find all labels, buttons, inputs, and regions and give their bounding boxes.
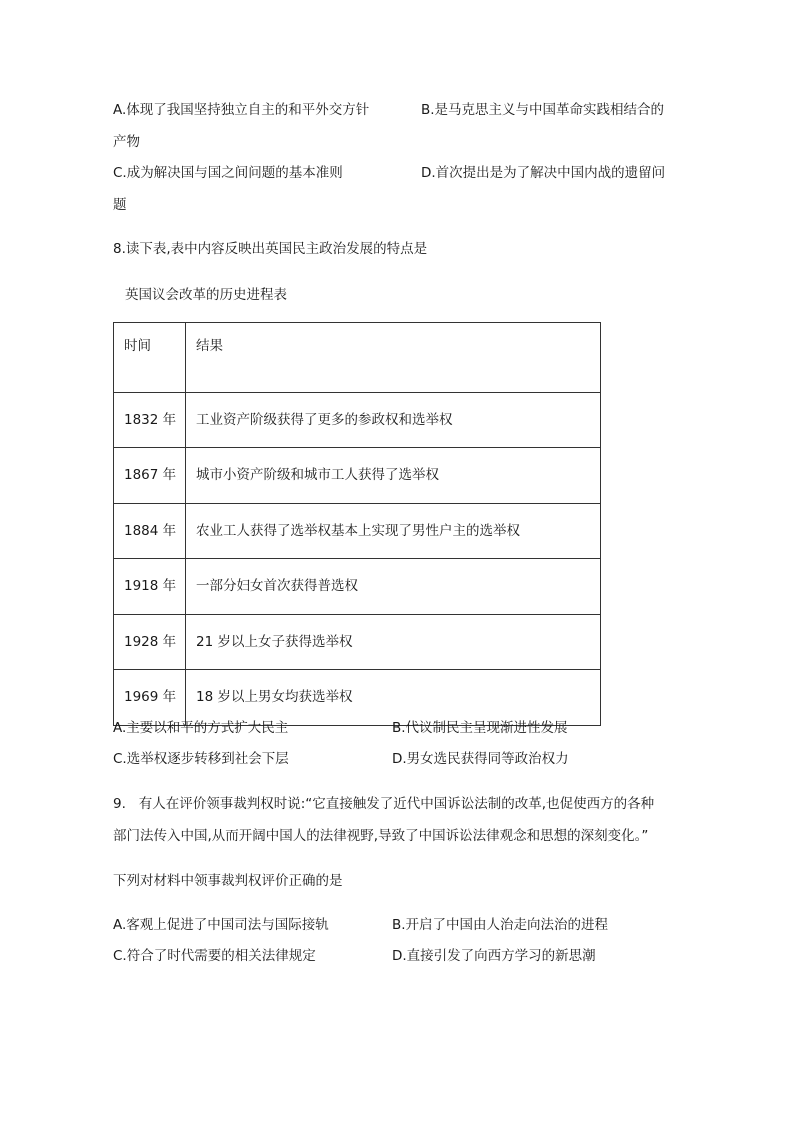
- table-cell-year: 1884 年: [114, 503, 186, 559]
- table-row: [114, 670, 601, 726]
- table-row: [114, 559, 601, 615]
- q8-option-a: A.主要以和平的方式扩大民主: [113, 720, 289, 736]
- table-cell-result: 一部分妇女首次获得普选权: [186, 559, 601, 615]
- table-row: [114, 392, 601, 448]
- history-table: [113, 322, 601, 726]
- q9-question: 下列对材料中领事裁判权评价正确的是: [113, 873, 343, 889]
- table-cell-year: 1969 年: [114, 670, 186, 726]
- q7-option-b: B.是马克思主义与中国革命实践相结合的: [421, 102, 665, 118]
- q8-table-title: 英国议会改革的历史进程表: [125, 287, 287, 303]
- table-cell-result: 21 岁以上女子获得选举权: [186, 614, 601, 670]
- table-cell-year: 1918 年: [114, 559, 186, 615]
- table-cell-result: 工业资产阶级获得了更多的参政权和选举权: [186, 392, 601, 448]
- table-header-row: [114, 323, 601, 393]
- q9-option-c: C.符合了时代需要的相关法律规定: [113, 948, 316, 964]
- q7-option-a: A.体现了我国坚持独立自主的和平外交方针: [113, 102, 370, 118]
- table-row: [114, 614, 601, 670]
- table-cell-result: 18 岁以上男女均获选举权: [186, 670, 601, 726]
- q9-option-a: A.客观上促进了中国司法与国际接轨: [113, 917, 329, 933]
- q7-option-d: D.首次提出是为了解决中国内战的遗留问: [421, 165, 666, 181]
- q9-stem-line-1: 9. 有人在评价领事裁判权时说:“它直接触发了近代中国诉讼法制的改革,也促使西方的各种: [113, 796, 655, 812]
- q9-stem-line-2: 部门法传入中国,从而开阔中国人的法律视野,导致了中国诉讼法律观念和思想的深刻变化。”: [113, 828, 649, 844]
- q8-option-c: C.选举权逐步转移到社会下层: [113, 751, 289, 767]
- table-cell-result: 城市小资产阶级和城市工人获得了选举权: [186, 448, 601, 504]
- q7-option-c: C.成为解决国与国之间问题的基本准则: [113, 165, 343, 181]
- q7-option-d-continuation: 题: [113, 197, 127, 213]
- table-cell-result: 农业工人获得了选举权基本上实现了男性户主的选举权: [186, 503, 601, 559]
- q9-option-b: B.开启了中国由人治走向法治的进程: [392, 917, 609, 933]
- q9-option-d: D.直接引发了向西方学习的新思潮: [392, 948, 596, 964]
- table-cell-year: 1832 年: [114, 392, 186, 448]
- table-row: [114, 503, 601, 559]
- table-cell-year: 1928 年: [114, 614, 186, 670]
- table-cell-year: 1867 年: [114, 448, 186, 504]
- q8-stem: 8.读下表,表中内容反映出英国民主政治发展的特点是: [113, 241, 428, 257]
- table-header-time: 时间: [114, 323, 186, 393]
- q8-option-d: D.男女选民获得同等政治权力: [392, 751, 569, 767]
- q8-option-b: B.代议制民主呈现渐进性发展: [392, 720, 568, 736]
- table-header-result: 结果: [186, 323, 601, 393]
- table-row: [114, 448, 601, 504]
- q7-option-b-continuation: 产物: [113, 134, 140, 150]
